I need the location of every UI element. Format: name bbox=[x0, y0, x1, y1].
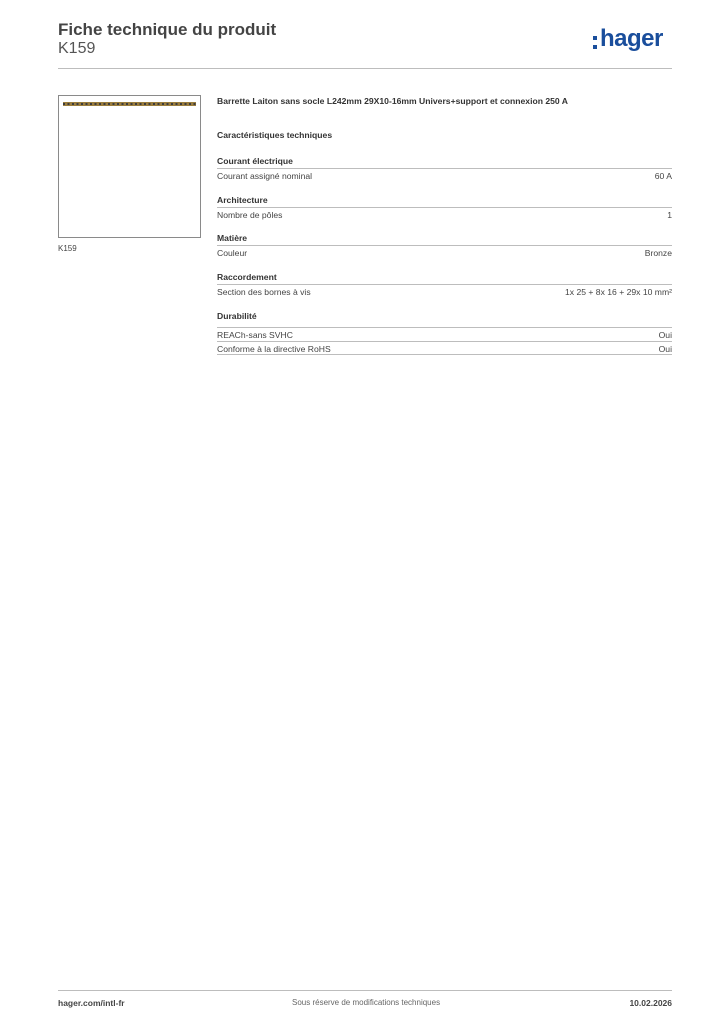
spec-value: Oui bbox=[658, 344, 672, 354]
footer-website-link[interactable]: hager.com/intl-fr bbox=[58, 998, 125, 1008]
busbar-holes bbox=[63, 103, 196, 105]
product-image bbox=[58, 95, 201, 238]
category-title: Matière bbox=[217, 233, 248, 243]
spec-value: Oui bbox=[658, 330, 672, 340]
category-title: Courant électrique bbox=[217, 156, 293, 166]
header-divider bbox=[58, 68, 672, 69]
spec-row bbox=[217, 327, 672, 341]
spec-value: 1x 25 + 8x 16 + 29x 10 mm² bbox=[564, 287, 672, 297]
page-title: Fiche technique du produit bbox=[58, 20, 277, 39]
spec-row bbox=[217, 284, 672, 298]
footer-disclaimer: Sous réserve de modifications techniques bbox=[292, 998, 441, 1007]
spec-row bbox=[217, 245, 672, 259]
product-name: Barrette Laiton sans socle L242mm 29X10-16mm Univers+support et connexion 250 A bbox=[217, 96, 568, 106]
spec-row bbox=[217, 207, 672, 221]
logo-text: hager bbox=[600, 25, 663, 52]
spec-label: Nombre de pôles bbox=[217, 210, 283, 220]
spec-label: REACh-sans SVHC bbox=[217, 330, 293, 340]
logo-dots-icon bbox=[593, 36, 599, 49]
spec-label: Conforme à la directive RoHS bbox=[217, 344, 331, 354]
spec-row bbox=[217, 341, 672, 355]
spec-label: Couleur bbox=[217, 248, 248, 258]
spec-label: Courant assigné nominal bbox=[217, 171, 313, 181]
spec-label: Section des bornes à vis bbox=[217, 287, 311, 297]
spec-row bbox=[217, 168, 672, 182]
image-caption: K159 bbox=[58, 244, 77, 253]
spec-value: Bronze bbox=[644, 248, 672, 258]
specs-title: Caractéristiques techniques bbox=[217, 130, 333, 140]
spec-value: 1 bbox=[667, 210, 672, 220]
category-title: Raccordement bbox=[217, 272, 277, 282]
category-title: Durabilité bbox=[217, 311, 257, 321]
footer-divider bbox=[58, 990, 672, 991]
spec-value: 60 A bbox=[654, 171, 672, 181]
footer-date: 10.02.2026 bbox=[629, 998, 672, 1008]
product-code: K159 bbox=[58, 40, 96, 57]
category-title: Architecture bbox=[217, 195, 268, 205]
